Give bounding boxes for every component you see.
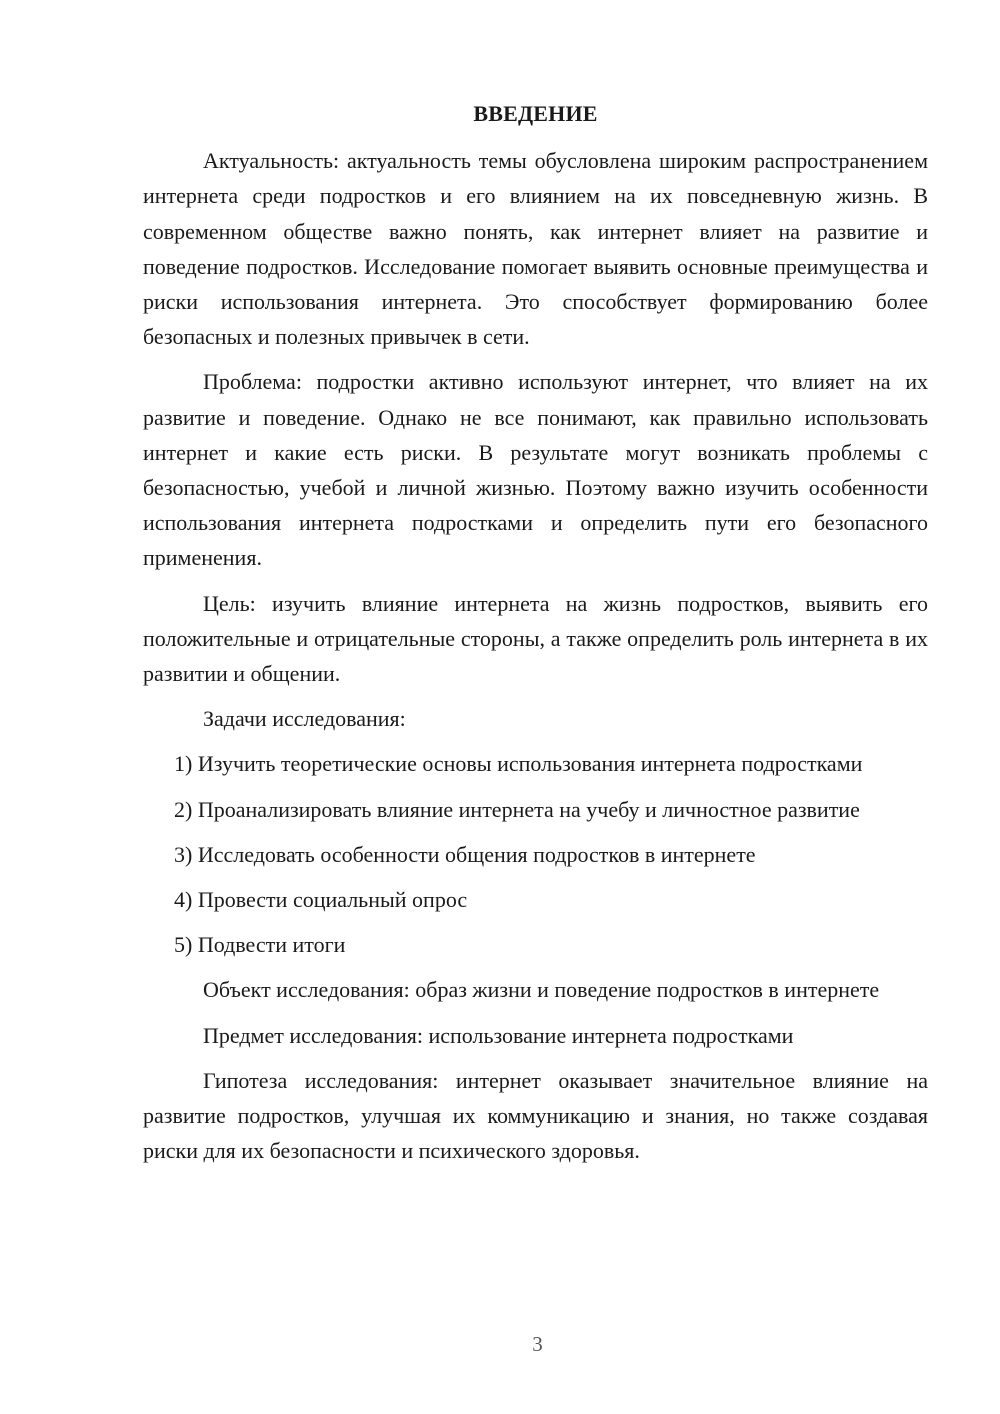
tasks-heading: Задачи исследования: bbox=[203, 706, 406, 732]
page-number: 3 bbox=[532, 1332, 543, 1356]
task-item-4: 4) Провести социальный опрос bbox=[174, 887, 468, 913]
task-item-2: 2) Проанализировать влияние интернета на учебу и личностное развитие bbox=[174, 796, 860, 822]
relevance-paragraph: Актуальность: актуальность темы обусловлена широким распространением интернета среди подростков и его влиянием на их повседневную жизнь. В современном обществе важно понять, как интернет влияет на развитие и поведение подростков. Исследование помогает выявить основные преимущества и риски использования интернета. Это способствует формированию более безопасных и полезных привычек в сети. bbox=[143, 148, 928, 350]
document-page bbox=[143, 96, 928, 1168]
hypothesis-paragraph: Гипотеза исследования: интернет оказывает значительное влияние на развитие подростков, улучшая их коммуникацию и знания, но также создавая риски для их безопасности и психического здоровья. bbox=[143, 1067, 928, 1164]
subject-paragraph: Предмет исследования: использование интернета подростками bbox=[203, 1022, 794, 1048]
object-paragraph: Объект исследования: образ жизни и поведение подростков в интернете bbox=[203, 977, 880, 1003]
document-title: ВВЕДЕНИЕ bbox=[473, 101, 598, 126]
task-item-5: 5) Подвести итоги bbox=[174, 932, 346, 958]
task-item-3: 3) Исследовать особенности общения подростков в интернете bbox=[174, 841, 756, 867]
goal-paragraph: Цель: изучить влияние интернета на жизнь подростков, выявить его положительные и отрицательные стороны, а также определить роль интернета в их развитии и общении. bbox=[143, 590, 928, 687]
task-item-1: 1) Изучить теоретические основы использования интернета подростками bbox=[174, 751, 863, 777]
problem-paragraph: Проблема: подростки активно используют интернет, что влияет на их развитие и поведение. Однако не все понимают, как правильно использовать интернет и какие есть риски. В результате могут возникать проблемы с безопасностью, учебой и личной жизнью. Поэтому важно изучить особенности использования интернета подростками и определить пути его безопасного применения. bbox=[143, 369, 928, 571]
